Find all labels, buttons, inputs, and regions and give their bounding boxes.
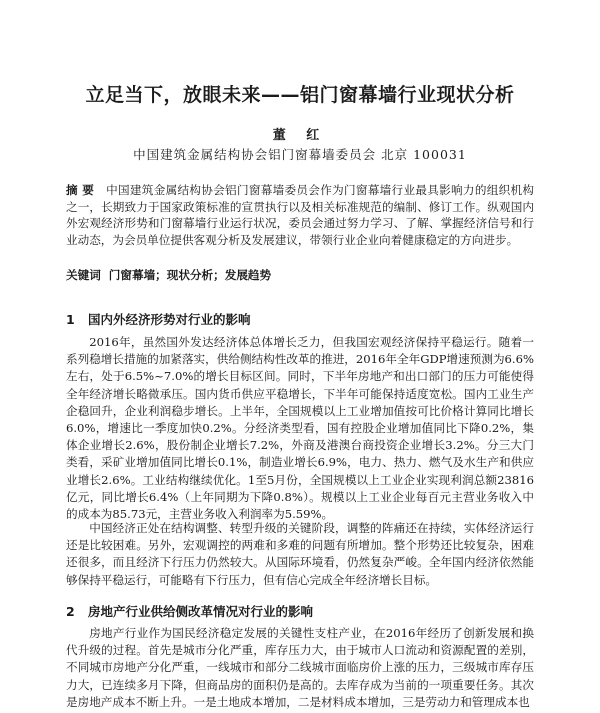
author-affiliation: 中国建筑金属结构协会铝门窗幕墙委员会 北京 100031 [133, 147, 467, 162]
section-heading [66, 310, 251, 328]
section-number: 1 [66, 312, 75, 327]
section-title: 房地产行业供给侧改革情况对行业的影响 [88, 604, 314, 619]
keywords [66, 267, 534, 283]
paragraph: 中国经济正处在结构调整、转型升级的关键阶段，调整的阵痛还在持续，实体经济运行还是比较困难。另外，宏观调控的两难和多难的问题有所增加。整个形势还比较复杂，困难还很多，而且经济下行压力仍然较大。从国际环境看，仍然复杂严峻。全年国内经济依然能够保持平稳运行，可能略有下行压力，但有信心完成全年经济增长目标。 [66, 521, 534, 587]
paragraph: 房地产行业作为国民经济稳定发展的关键性支柱产业，在2016年经历了创新发展和换代升级的过程。首先是城市分化严重，库存压力大，由于城市人口流动和资源配置的差别，不同城市房地产分化严重，一线城市和部分二线城市面临房价上涨的压力，三级城市库存压力大，已连续多月下降，但商品房的面积仍是高的。去库存成为当前的一项重要任务。其次是房地产成本不断上升。一是土地成本增加，二是材料成本增加，三是劳动力和管理成本也 [66, 626, 534, 709]
keywords-label: 关键词 [66, 268, 101, 282]
article-title: 立足当下，放眼未来——铝门窗幕墙行业现状分析 [85, 84, 515, 106]
abstract-text: 中国建筑金属结构协会铝门窗幕墙委员会作为门窗幕墙行业最具影响力的组织机构之一，长期致力于国家政策标准的宣贯执行以及相关标准规范的编制、修订工作。纵观国内外宏观经济形势和门窗幕墙行业运行状况，委员会通过努力学习、了解、掌握经济信号和行业动态，为会员单位提供客观分析及发展建议，带领行业企业向着健康稳定的方向进步。 [66, 183, 534, 247]
paragraph: 2016年，虽然国外发达经济体总体增长乏力，但我国宏观经济保持平稳运行。随着一系列稳增长措施的加紧落实，供给侧结构性改革的推进，2016年全年GDP增速预测为6.6%左右，处于6.5%~7.0%的增长目标区间。同时，下半年房地产和出口部门的压力可能使得全年经济增长略微承压。国内货币供应平稳增长，下半年可能保持适度宽松。国内工业生产企稳回升，企业利润稳步增长。上半年，全国规模以上工业增加值按可比价格计算同比增长6.0%，增速比一季度加快0.2%。分经济类型看，国有控股企业增加值同比下降0.2%，集体企业增长2.6%，股份制企业增长7.2%，外商及港澳台商投资企业增长3.2%。分三大门类看，采矿业增加值同比增长0.1%，制造业增长6.9%，电力、热力、燃气及水生产和供应业增长2.6%。工业结构继续优化。1至5月份，全国规模以上工业企业实现利润总额23816亿元，同比增长6.4%（上年同期为下降0.8%）。规模以上工业企业每百元主营业务收入中的成本为85.73元，主营业务收入利润率为5.59%。 [66, 335, 534, 522]
author-name: 董 红 [272, 128, 328, 143]
section-heading [66, 602, 313, 620]
section-number: 2 [66, 604, 75, 619]
keywords-text: 门窗幕墙；现状分析；发展趋势 [108, 268, 272, 282]
abstract-label: 摘 要 [66, 183, 95, 197]
abstract [66, 182, 534, 248]
section-title: 国内外经济形势对行业的影响 [88, 312, 251, 327]
